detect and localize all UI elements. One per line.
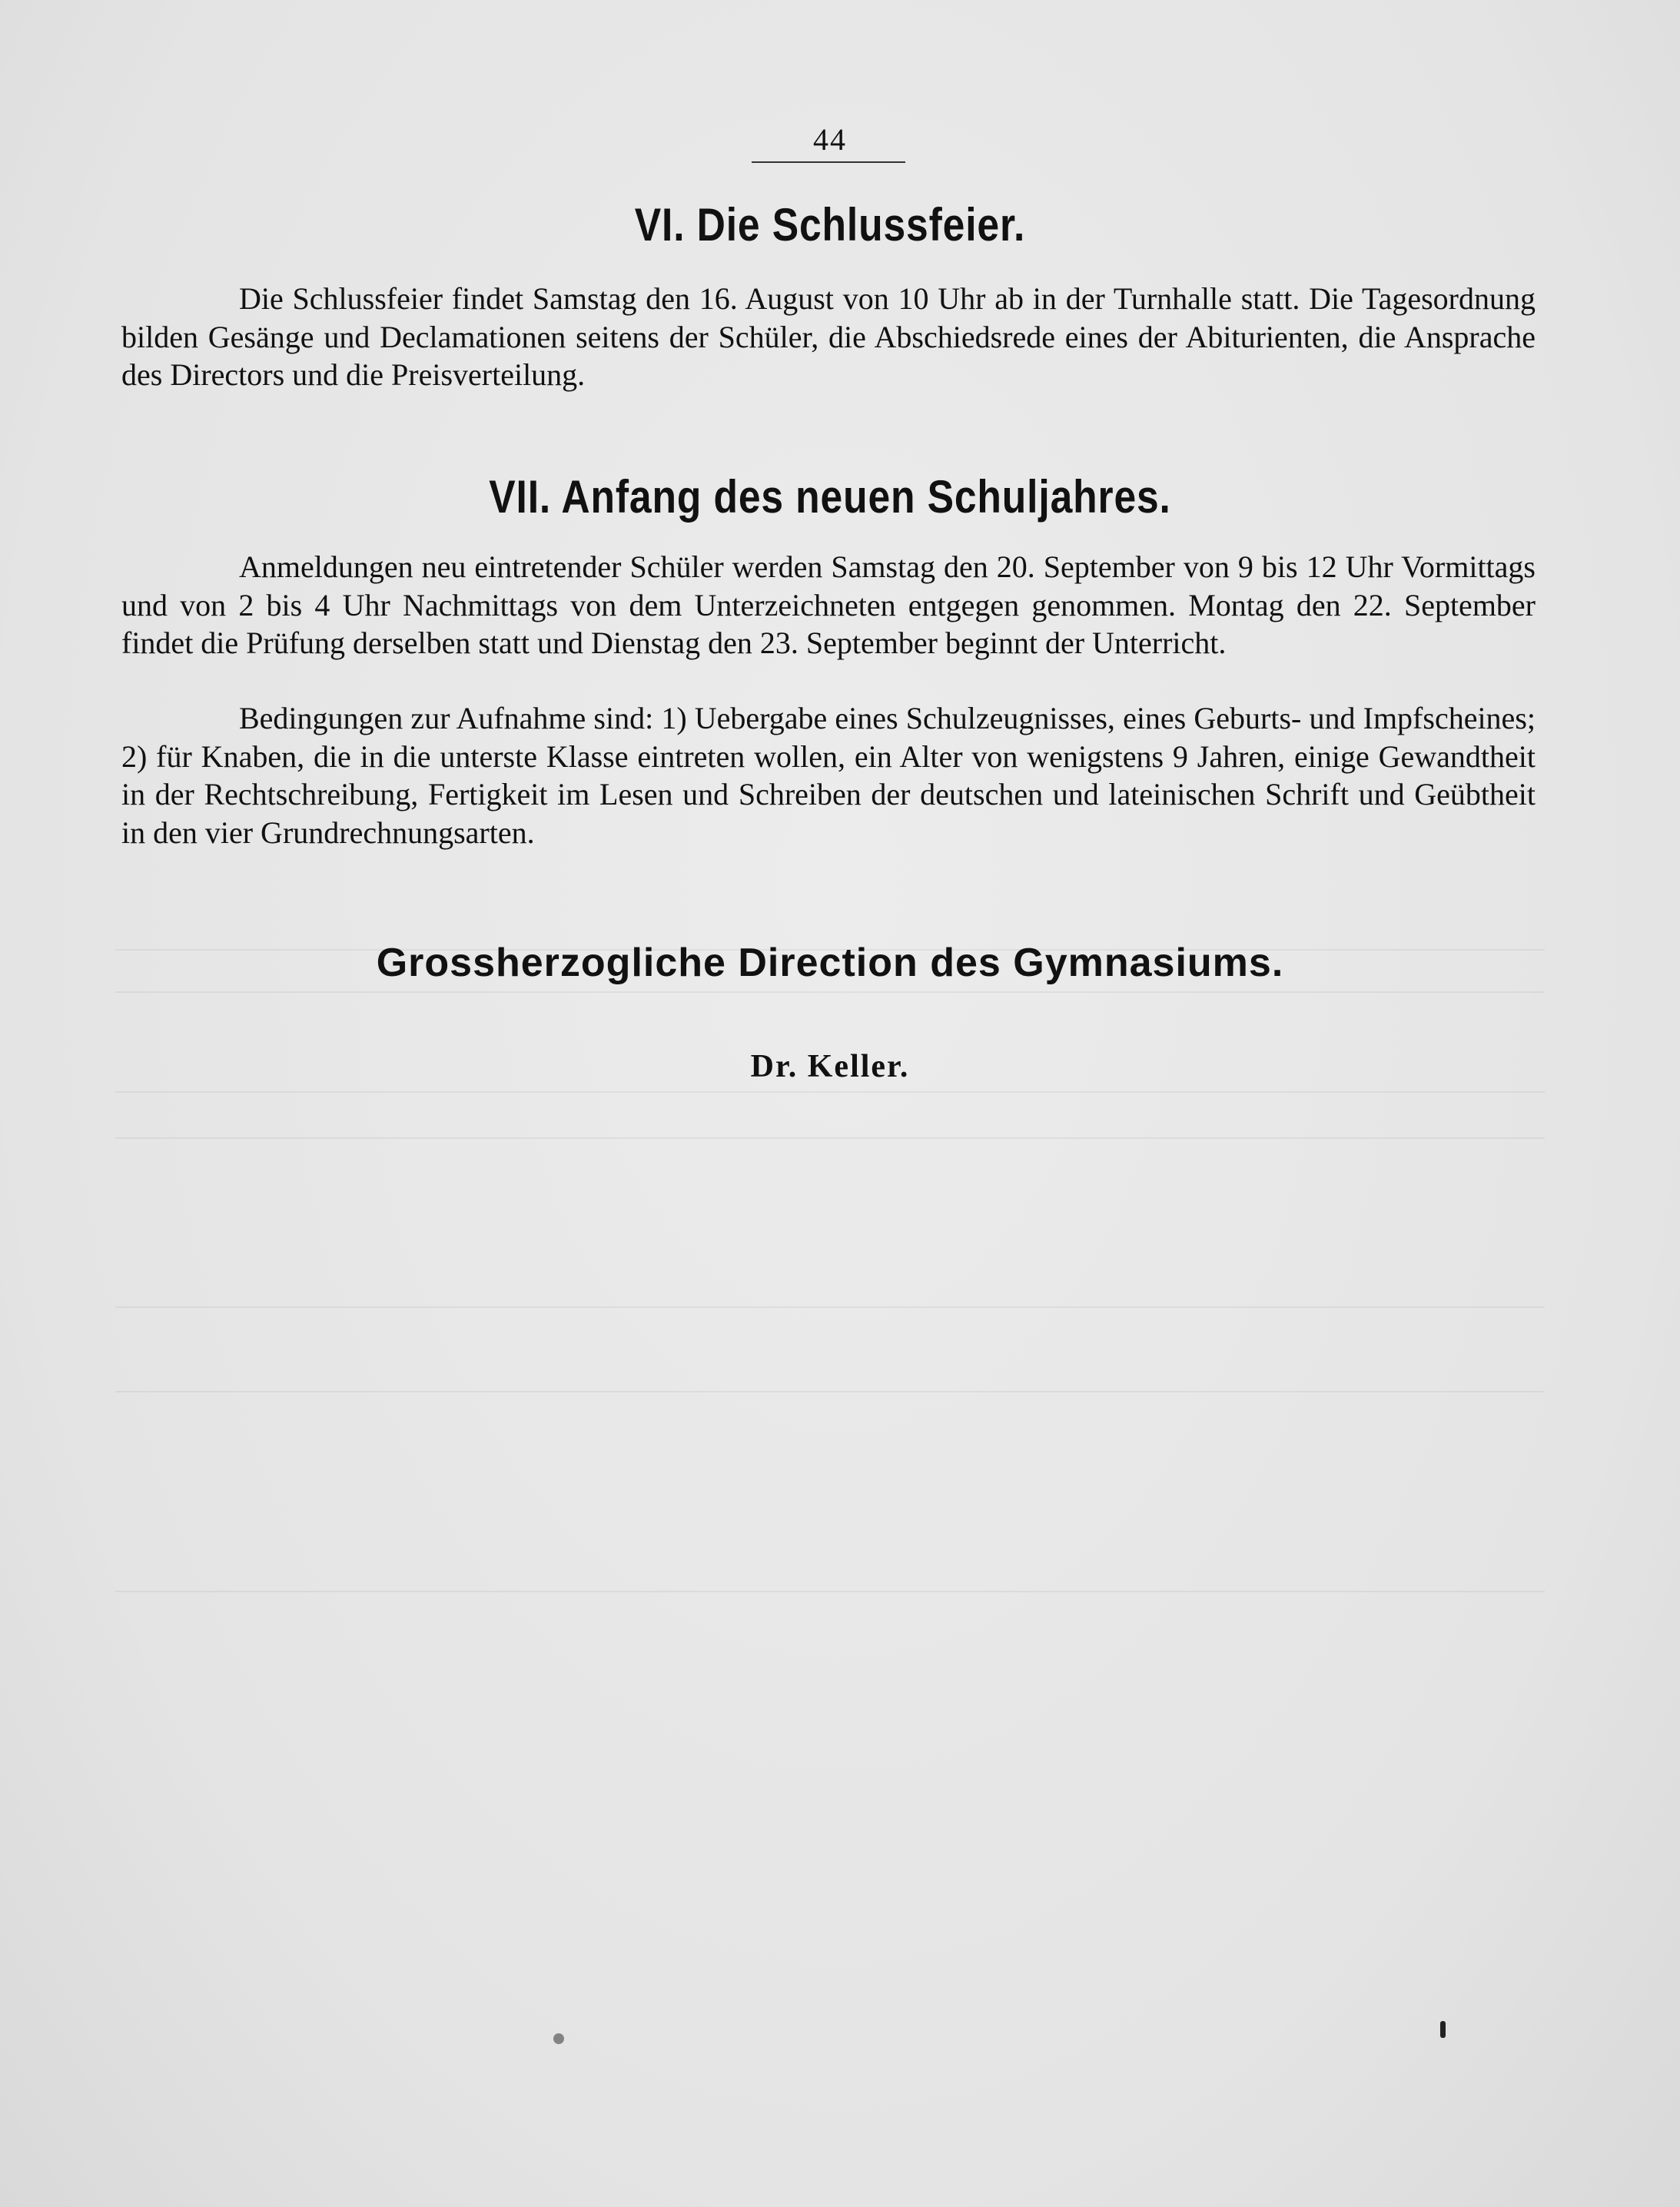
bleed-through-line (115, 1137, 1545, 1139)
ink-speck (553, 2033, 564, 2044)
section-vii-heading: VII. Anfang des neuen Schuljahres. (489, 471, 1171, 523)
ink-speck (1440, 2021, 1446, 2038)
section-vi-paragraph: Die Schlussfeier findet Samstag den 16. August von 10 Uhr ab in der Turnhalle statt. Die Tagesordnung bilden Gesänge und Declamationen seitens der Schüler, die Abschiedsrede eines der Abiturienten, die Ansprache des Directors und die Preisverteilung. (121, 281, 1536, 392)
bleed-through-line (115, 1306, 1545, 1308)
section-vi-heading: VI. Die Schlussfeier. (634, 199, 1026, 251)
bleed-through-line (115, 1391, 1545, 1392)
page-number-rule (752, 161, 905, 163)
bleed-through-line (115, 1091, 1545, 1093)
bleed-through-line (115, 991, 1545, 993)
bleed-through-line (115, 1591, 1545, 1592)
section-vii-paragraph-2: Bedingungen zur Aufnahme sind: 1) Uebergabe eines Schulzeugnisses, eines Geburts- und Impfscheines; 2) für Knaben, die in die unterste Klasse eintreten wollen, ein Alter von wenigstens 9 Jahren, einige Gewandtheit in der Rechtschreibung, Fertigkeit im Lesen und Schreiben der deutschen und lateinischen Schrift und Geübtheit in den vier Grundrechnungsarten. (121, 701, 1536, 850)
section-vii-paragraph-1: Anmeldungen neu eintretender Schüler werden Samstag den 20. September von 9 bis 12 Uhr Vormittags und von 2 bis 4 Uhr Nachmittags von dem Unterzeichneten entgegen genommen. Montag den 22. September findet die Prüfung derselben statt und Dienstag den 23. September beginnt der Unterricht. (121, 549, 1536, 660)
signature-organization: Grossherzogliche Direction des Gymnasiums. (376, 941, 1284, 985)
signature-name: Dr. Keller. (750, 1049, 910, 1084)
page-number: 44 (813, 122, 847, 157)
